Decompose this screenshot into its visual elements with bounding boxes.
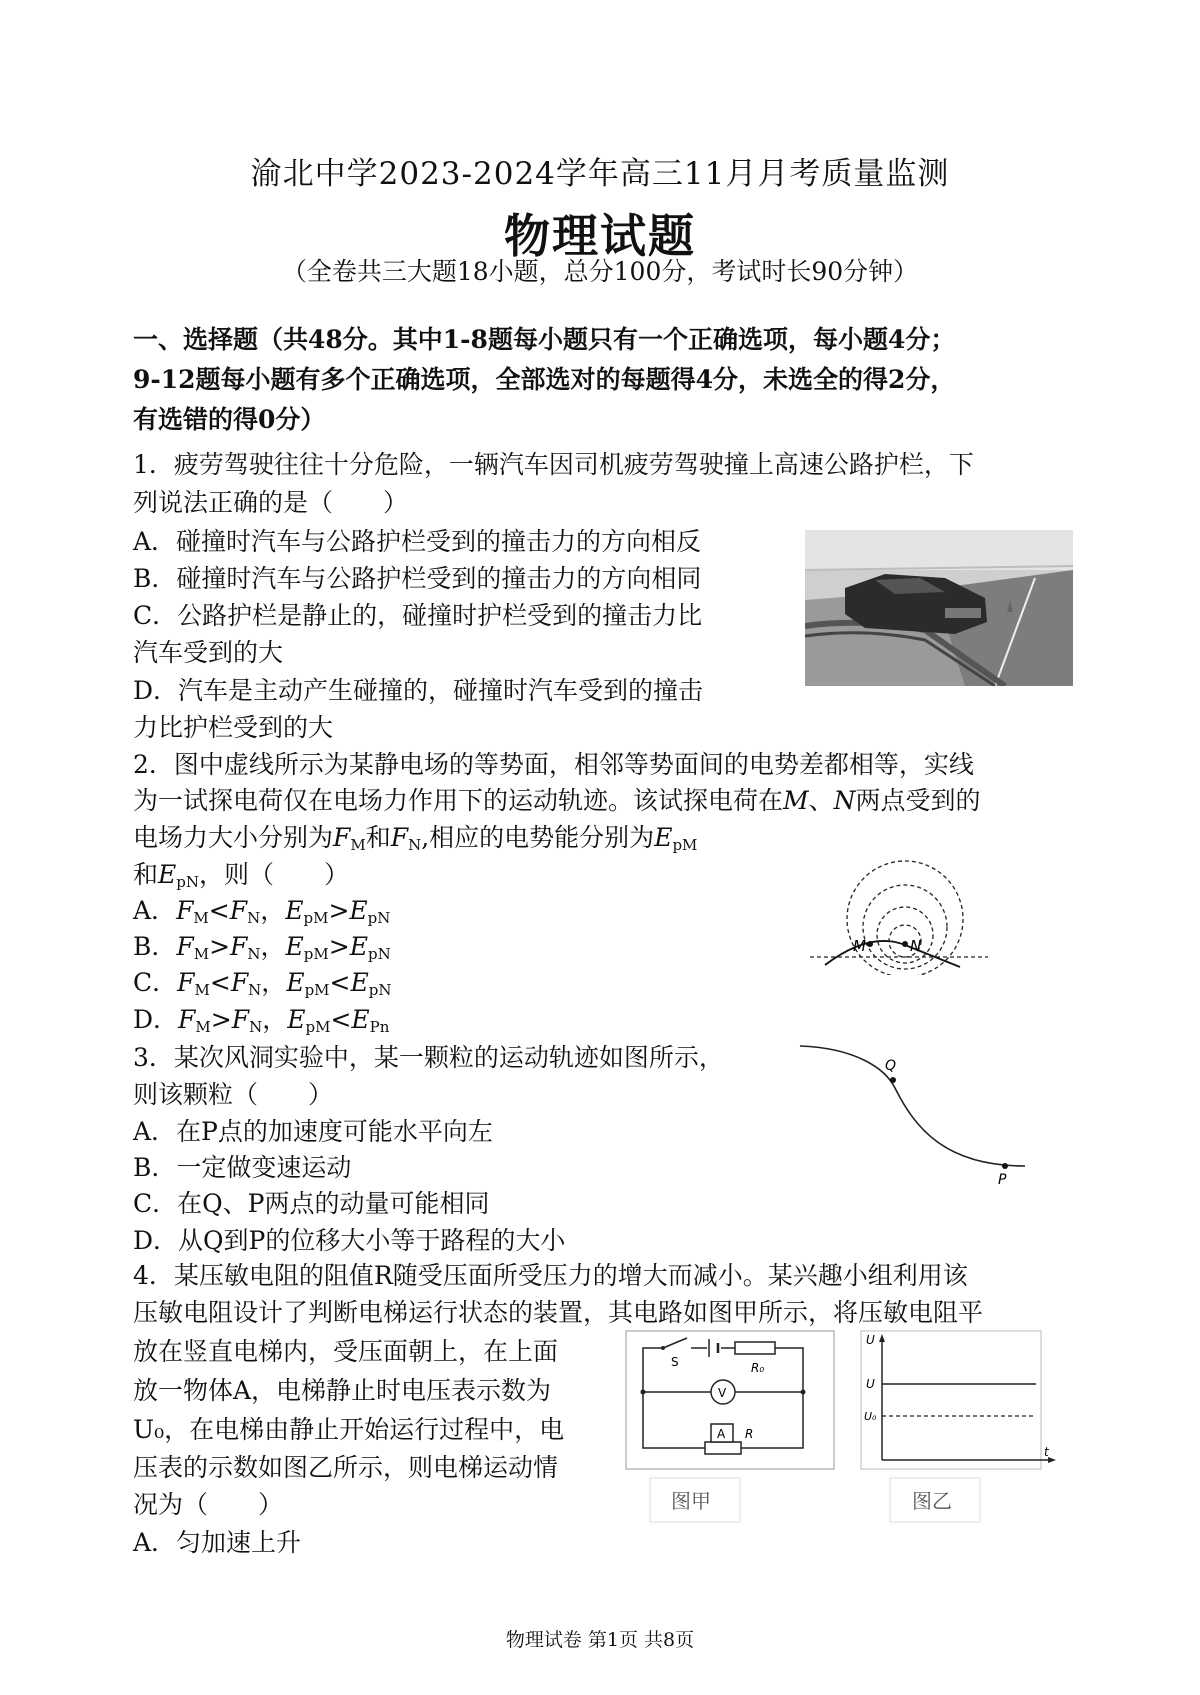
q4-option-a: A．匀加速上升: [133, 1528, 302, 1557]
q1-option-b: B．碰撞时汽车与公路护栏受到的撞击力的方向相同: [133, 564, 702, 593]
q3-option-c: C．在Q、P两点的动量可能相同: [133, 1189, 490, 1218]
car-crash-photo: [805, 530, 1073, 686]
q3-option-d: D．从Q到P的位移大小等于路程的大小: [133, 1226, 566, 1255]
u0-level-label: U₀: [864, 1410, 877, 1423]
equipotential-figure: [810, 855, 990, 975]
q3-stem-line2: 则该颗粒（ ）: [133, 1080, 334, 1109]
q4-stem-line5: U₀，在电梯由静止开始运行过程中，电: [133, 1415, 565, 1444]
q3-stem-line1: 3．某次风洞实验中，某一颗粒的运动轨迹如图所示，: [133, 1043, 724, 1072]
q4-stem-line3: 放在竖直电梯内，受压面朝上，在上面: [133, 1337, 559, 1366]
page-footer: 物理试卷 第1页 共8页: [505, 1629, 695, 1651]
point-n-label: N: [910, 937, 922, 955]
figure-yi-caption: 图乙: [912, 1489, 952, 1513]
school-title: 渝北中学2023-2024学年高三11月月考质量监测: [250, 156, 950, 192]
voltmeter-label: V: [718, 1386, 727, 1400]
figure-jia-caption: 图甲: [671, 1489, 711, 1513]
q2-stem-line2: 为一试探电荷仅在电场力作用下的运动轨迹。该试探电荷在M、N两点受到的: [133, 786, 981, 815]
q2-stem-line1: 2．图中虚线所示为某静电场的等势面，相邻等势面间的电势差都相等，实线: [133, 750, 974, 779]
q2-option-d: D．FM>FN，EpM<EPn: [133, 1005, 390, 1036]
u-level-label: U: [866, 1377, 875, 1391]
block-a-label: A: [717, 1427, 726, 1441]
trajectory-figure: [795, 1038, 1035, 1188]
circuit-figure: [625, 1330, 835, 1530]
t-axis-label: t: [1044, 1445, 1049, 1459]
section-heading-line2: 9-12题每小题有多个正确选项，全部选对的每题得4分，未选全的得2分，: [133, 365, 956, 394]
q2-option-a: A．FM<FN，EpM>EpN: [133, 896, 391, 927]
switch-label: S: [671, 1355, 679, 1369]
q2-option-c: C．FM<FN，EpM<EpN: [133, 968, 392, 999]
point-p-label: P: [998, 1172, 1007, 1188]
q1-option-d-line2: 力比护栏受到的大: [133, 713, 334, 742]
q2-stem-line4: 和EpN，则（ ）: [133, 860, 350, 891]
point-q-label: Q: [885, 1058, 897, 1074]
point-m-label: M: [853, 937, 866, 955]
section-heading-line1: 一、选择题（共48分。其中1-8题每小题只有一个正确选项，每小题4分；: [133, 325, 956, 354]
q3-option-b: B．一定做变速运动: [133, 1153, 352, 1182]
q1-option-a: A．碰撞时汽车与公路护栏受到的撞击力的方向相反: [133, 527, 702, 556]
r0-label: R₀: [751, 1361, 765, 1375]
q2-stem-line3: 电场力大小分别为FM和FN,相应的电势能分别为EpM: [133, 823, 698, 854]
q1-stem-line2: 列说法正确的是（ ）: [133, 488, 409, 517]
q4-stem-line1: 4．某压敏电阻的阻值R随受压面所受压力的增大而减小。某兴趣小组利用该: [133, 1261, 968, 1290]
q1-stem-line1: 1．疲劳驾驶往往十分危险，一辆汽车因司机疲劳驾驶撞上高速公路护栏，下: [133, 450, 974, 479]
exam-info: （全卷共三大题18小题，总分100分，考试时长90分钟）: [281, 257, 919, 286]
q1-option-c-line2: 汽车受到的大: [133, 638, 284, 667]
q4-stem-line6: 压表的示数如图乙所示，则电梯运动情: [133, 1453, 559, 1482]
section-heading-line3: 有选错的得0分）: [133, 405, 326, 434]
q4-stem-line4: 放一物体A，电梯静止时电压表示数为: [133, 1376, 552, 1405]
q1-option-d-line1: D．汽车是主动产生碰撞的，碰撞时汽车受到的撞击: [133, 676, 704, 705]
u-axis-label: U: [866, 1333, 875, 1347]
q1-option-c-line1: C．公路护栏是静止的，碰撞时护栏受到的撞击力比: [133, 601, 703, 630]
q2-option-b: B．FM>FN，EpM>EpN: [133, 932, 391, 963]
voltage-time-graph: [860, 1330, 1060, 1530]
subject-title: 物理试题: [504, 209, 696, 263]
q4-stem-line7: 况为（ ）: [133, 1490, 284, 1519]
q4-stem-line2: 压敏电阻设计了判断电梯运行状态的装置，其电路如图甲所示，将压敏电阻平: [133, 1298, 984, 1327]
r-label: R: [745, 1427, 754, 1441]
q3-option-a: A．在P点的加速度可能水平向左: [133, 1117, 493, 1146]
